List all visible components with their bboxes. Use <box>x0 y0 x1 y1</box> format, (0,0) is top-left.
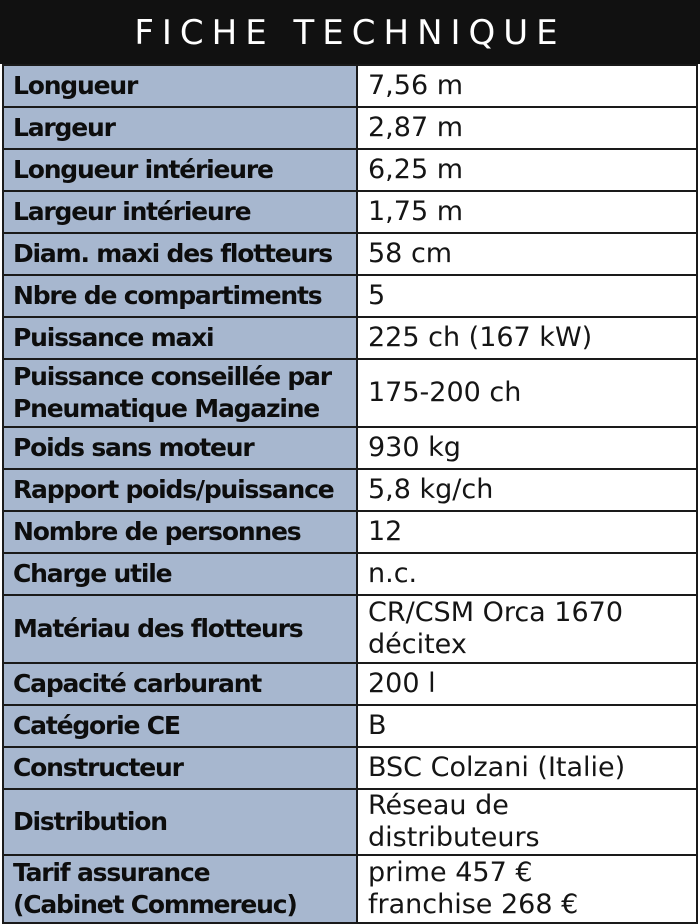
spec-label: Constructeur <box>3 747 357 789</box>
spec-table <box>2 64 698 924</box>
spec-value: 175-200 ch <box>357 359 697 427</box>
spec-label: Nbre de compartiments <box>3 275 357 317</box>
spec-label: Puissance maxi <box>3 317 357 359</box>
spec-label: Poids sans moteur <box>3 427 357 469</box>
spec-label: Longueur intérieure <box>3 149 357 191</box>
spec-label: Largeur <box>3 107 357 149</box>
spec-label: Charge utile <box>3 553 357 595</box>
spec-row <box>3 553 697 595</box>
spec-value: 200 l <box>357 663 697 705</box>
spec-row <box>3 65 697 107</box>
spec-row <box>3 107 697 149</box>
spec-row <box>3 233 697 275</box>
spec-label: Longueur <box>3 65 357 107</box>
spec-row <box>3 149 697 191</box>
spec-label: Nombre de personnes <box>3 511 357 553</box>
spec-row <box>3 427 697 469</box>
spec-value: 7,56 m <box>357 65 697 107</box>
spec-row <box>3 789 697 855</box>
spec-value: 6,25 m <box>357 149 697 191</box>
spec-row <box>3 855 697 923</box>
spec-label: Catégorie CE <box>3 705 357 747</box>
spec-row <box>3 359 697 427</box>
spec-row <box>3 595 697 663</box>
sheet-title: FICHE TECHNIQUE <box>0 0 700 64</box>
spec-label: Puissance conseillée par Pneumatique Magazine <box>3 359 357 427</box>
spec-label: Largeur intérieure <box>3 191 357 233</box>
spec-value: 225 ch (167 kW) <box>357 317 697 359</box>
spec-value: BSC Colzani (Italie) <box>357 747 697 789</box>
spec-value: 5,8 kg/ch <box>357 469 697 511</box>
spec-row <box>3 469 697 511</box>
spec-label: Tarif assurance (Cabinet Commereuc) <box>3 855 357 923</box>
spec-value: CR/CSM Orca 1670 décitex <box>357 595 697 663</box>
spec-value: 12 <box>357 511 697 553</box>
spec-row <box>3 191 697 233</box>
spec-label: Matériau des flotteurs <box>3 595 357 663</box>
spec-value: 2,87 m <box>357 107 697 149</box>
spec-value: 58 cm <box>357 233 697 275</box>
spec-row <box>3 275 697 317</box>
spec-value: 930 kg <box>357 427 697 469</box>
spec-row <box>3 317 697 359</box>
spec-value: n.c. <box>357 553 697 595</box>
spec-label: Rapport poids/puissance <box>3 469 357 511</box>
spec-value: Réseau de distributeurs <box>357 789 697 855</box>
spec-row <box>3 747 697 789</box>
spec-table-body <box>3 65 697 923</box>
spec-label: Diam. maxi des flotteurs <box>3 233 357 275</box>
spec-value: B <box>357 705 697 747</box>
spec-row <box>3 663 697 705</box>
spec-label: Distribution <box>3 789 357 855</box>
spec-row <box>3 705 697 747</box>
spec-value: prime 457 € franchise 268 € <box>357 855 697 923</box>
spec-row <box>3 511 697 553</box>
spec-value: 1,75 m <box>357 191 697 233</box>
spec-label: Capacité carburant <box>3 663 357 705</box>
spec-value: 5 <box>357 275 697 317</box>
